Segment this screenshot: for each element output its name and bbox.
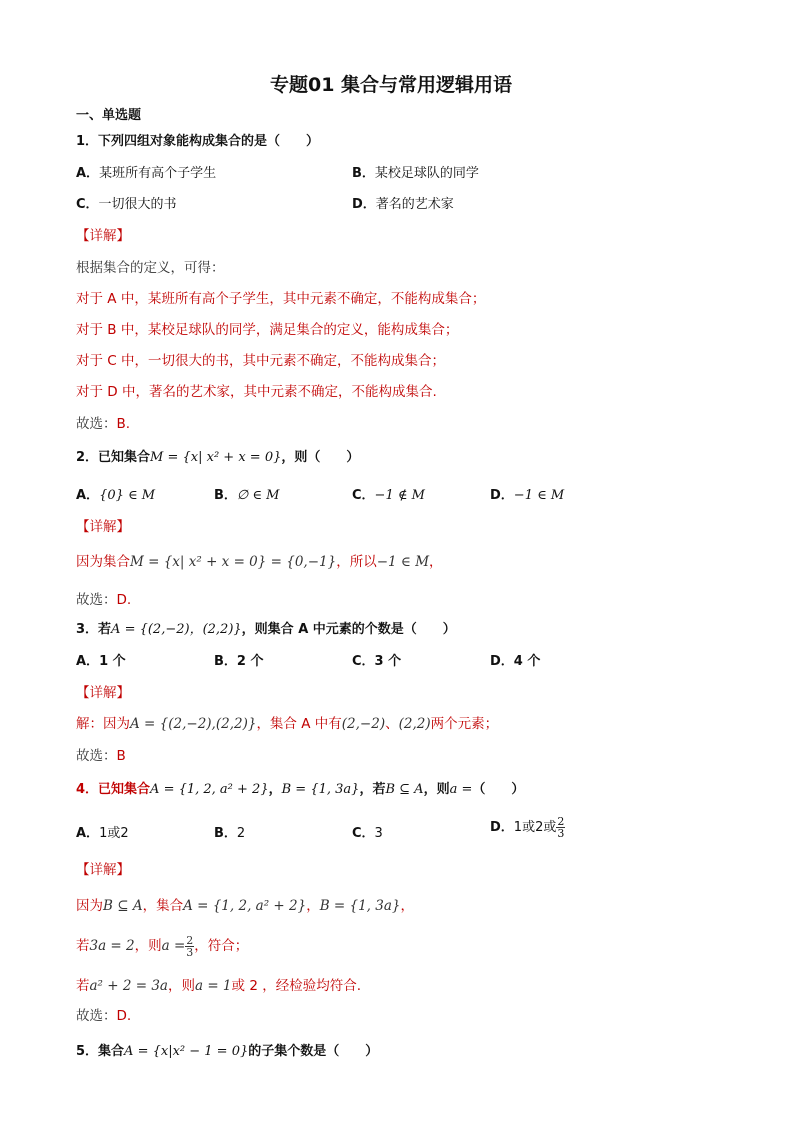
q5-stem: 5．集合A = {x|x² − 1 = 0}的子集个数是（ ） xyxy=(76,1044,379,1059)
q3-detail-label: 【详解】 xyxy=(76,685,130,701)
q1-explanation-line: 对于 D 中，著名的艺术家，其中元素不确定，不能构成集合. xyxy=(76,384,437,400)
q1-stem: 1．下列四组对象能构成集合的是（ ） xyxy=(76,134,320,149)
q1-explanation-line: 对于 B 中，某校足球队的同学，满足集合的定义，能构成集合； xyxy=(76,322,459,338)
section-heading: 一、单选题 xyxy=(76,108,142,123)
fraction: $\frac{2}{3}$ xyxy=(186,933,194,959)
q3-stem: 3．若A = {(2,−2)，(2,2)}，则集合 A 中元素的个数是（ ） xyxy=(76,622,456,637)
q4-answer: 故选：D. xyxy=(76,1008,132,1024)
q1-detail-label: 【详解】 xyxy=(76,228,130,244)
q1-option-d: D．著名的艺术家 xyxy=(352,197,454,212)
q2-option-a: A．{0} ∈ M xyxy=(76,488,156,503)
q3-answer: 故选：B xyxy=(76,748,126,764)
q4-stem: 4．已知集合A = {1, 2, a² + 2}，B = {1, 3a}，若B ⊆ A，则a =（ ） xyxy=(76,782,525,797)
q1-option-a: A．某班所有高个子学生 xyxy=(76,166,217,181)
q2-option-b: B．∅ ∈ M xyxy=(214,488,280,503)
q2-answer: 故选：D. xyxy=(76,592,132,608)
q2-stem: 2．已知集合M = {x| x² + x = 0}，则（ ） xyxy=(76,450,360,465)
q4-detail-label: 【详解】 xyxy=(76,862,130,878)
q1-answer: 故选：B. xyxy=(76,416,131,432)
q3-option-b: B．2 个 xyxy=(214,654,264,669)
q4-explanation-line: 因为B ⊆ A，集合A = {1, 2, a² + 2}，B = {1, 3a}， xyxy=(76,898,414,914)
q2-explanation-line: 因为集合M = {x| x² + x = 0} = {0,−1}，所以−1 ∈ M， xyxy=(76,554,443,570)
q4-option-c: C．3 xyxy=(352,826,383,841)
q3-explanation-line: 解：因为A = {(2,−2),(2,2)}，集合 A 中有(2,−2)、(2,2)两个元素； xyxy=(76,716,499,732)
q1-explanation-line: 对于 A 中，某班所有高个子学生，其中元素不确定，不能构成集合； xyxy=(76,291,486,307)
q2-option-c: C．−1 ∉ M xyxy=(352,488,425,503)
q4-explanation-line: 若3a = 2，则a = $\frac{2}{3}$ ，符合； xyxy=(76,933,249,959)
q4-explanation-line: 若a² + 2 = 3a，则a = 1或 2 ，经检验均符合. xyxy=(76,978,361,994)
q3-option-c: C．3 个 xyxy=(352,654,402,669)
q2-detail-label: 【详解】 xyxy=(76,519,130,535)
q2-option-d: D．−1 ∈ M xyxy=(490,488,565,503)
q1-explanation-line: 对于 C 中，一切很大的书，其中元素不确定，不能构成集合； xyxy=(76,353,446,369)
q1-option-c: C．一切很大的书 xyxy=(76,197,177,212)
q4-option-a: A．1或2 xyxy=(76,826,129,841)
q4-option-b: B．2 xyxy=(214,826,246,841)
q3-option-d: D．4 个 xyxy=(490,654,541,669)
q1-explanation-line: 根据集合的定义，可得： xyxy=(76,260,225,276)
page-title: 专题01 集合与常用逻辑用语 xyxy=(270,74,513,96)
q1-option-b: B．某校足球队的同学 xyxy=(352,166,479,181)
fraction: $\frac{2}{3}$ xyxy=(557,815,565,840)
q4-option-d: D．1或2或 $\frac{2}{3}$ xyxy=(490,815,565,840)
q3-option-a: A．1 个 xyxy=(76,654,126,669)
